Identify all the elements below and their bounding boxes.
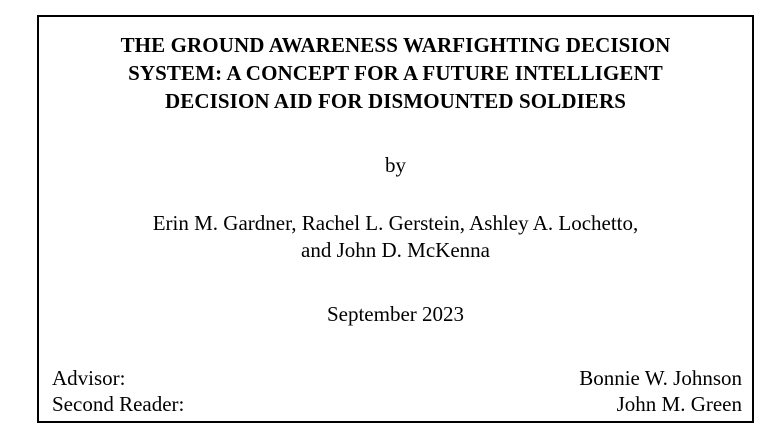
- second-reader-row: [52, 391, 742, 417]
- title-line-1: THE GROUND AWARENESS WARFIGHTING DECISION: [120, 33, 671, 57]
- advisor-label: Advisor:: [52, 366, 126, 390]
- document-title: [39, 31, 752, 115]
- reviewers: [52, 365, 742, 417]
- authors: [39, 210, 752, 264]
- title-page-frame: [37, 15, 754, 423]
- second-reader-name: John M. Green: [616, 392, 742, 416]
- advisor-name: Bonnie W. Johnson: [579, 366, 742, 390]
- title-line-3: DECISION AID FOR DISMOUNTED SOLDIERS: [164, 89, 627, 113]
- authors-line-1: Erin M. Gardner, Rachel L. Gerstein, Ashley A. Lochetto,: [152, 211, 639, 235]
- second-reader-label: Second Reader:: [52, 392, 185, 416]
- publication-date: September 2023: [326, 302, 465, 326]
- by-label: by: [385, 153, 406, 177]
- title-line-2: SYSTEM: A CONCEPT FOR A FUTURE INTELLIGENT: [128, 61, 663, 85]
- advisor-row: [52, 365, 742, 391]
- authors-line-2: and John D. McKenna: [301, 238, 490, 262]
